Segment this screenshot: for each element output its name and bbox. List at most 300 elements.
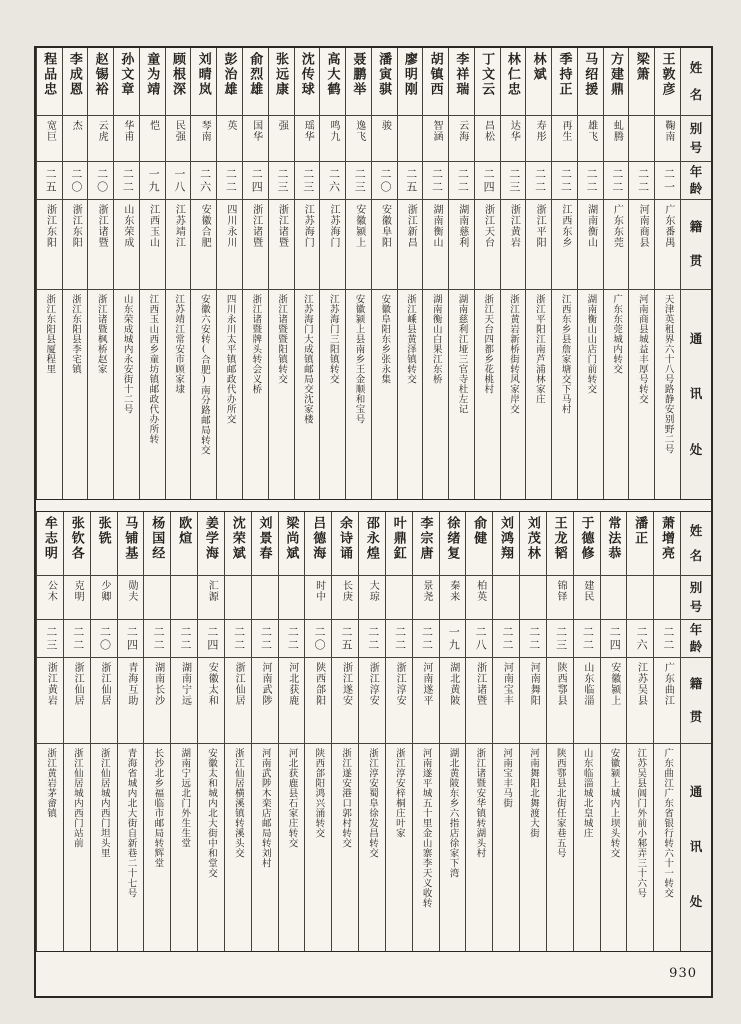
- alias-text: 恺: [147, 120, 159, 131]
- cell-alias: [191, 116, 216, 162]
- row-label-age: 年 龄: [681, 620, 711, 658]
- native-text: 江苏海门: [302, 204, 314, 248]
- cell-name: [386, 512, 412, 576]
- cell-name: [493, 512, 519, 576]
- address-text: 江西玉山西乡童坊镇邮政代办所转: [147, 294, 158, 444]
- cell-alias: [475, 116, 500, 162]
- cell-alias: [655, 116, 680, 162]
- page-number: 930: [669, 966, 697, 981]
- cell-alias: [64, 576, 90, 620]
- cell-age: [654, 620, 680, 658]
- cell-native: [118, 658, 144, 744]
- alias-text: 秦来: [447, 580, 459, 602]
- cell-name: [604, 48, 629, 116]
- address-text: 浙江仙居城内西门站前: [71, 748, 82, 848]
- cell-name: [305, 512, 331, 576]
- native-text: 浙江平阳: [534, 204, 546, 248]
- age-text: 二二: [71, 625, 84, 652]
- cell-age: [520, 620, 546, 658]
- cell-age: [64, 620, 90, 658]
- alias-text: 大琼: [367, 580, 379, 602]
- name-text: 俞烈雄: [248, 52, 264, 97]
- address-text: 安徽太和城内北大街中和堂交: [206, 748, 217, 878]
- alias-text: 景尧: [420, 580, 432, 602]
- age-text: 二三: [44, 625, 57, 652]
- name-text: 赵锡裕: [93, 52, 109, 97]
- name-text: 欧煊: [177, 516, 193, 546]
- cell-alias: [91, 576, 117, 620]
- native-text: 浙江仙居: [98, 662, 110, 706]
- cell-name: [320, 48, 345, 116]
- age-text: 二二: [179, 625, 191, 652]
- cell-alias: [398, 116, 423, 162]
- address-text: 浙江诸暨牌头转会义桥: [250, 294, 261, 394]
- age-text: 二三: [275, 167, 288, 194]
- cell-address: [493, 744, 519, 951]
- cell-name: [171, 512, 197, 576]
- native-text: 浙江诸暨: [96, 204, 108, 248]
- cell-address: [372, 290, 397, 499]
- address-text: 湖南衡山白果江东桥: [430, 294, 441, 384]
- age-text: 二二: [585, 167, 598, 194]
- native-text: 江西东乡: [559, 204, 571, 248]
- age-text: 二一: [662, 167, 675, 194]
- cell-name: [243, 48, 268, 116]
- cell-age: [475, 162, 500, 200]
- address-text: 陕西鄠县北街任家巷五号: [554, 748, 565, 858]
- age-text: 二〇: [95, 167, 108, 194]
- age-text: 二二: [430, 167, 443, 194]
- cell-alias: [423, 116, 448, 162]
- age-text: 二二: [152, 625, 165, 652]
- cell-name: [520, 512, 546, 576]
- cell-age: [305, 620, 331, 658]
- cell-age: [386, 620, 412, 658]
- address-text: 陕西郃阳鸿兴涌转交: [313, 748, 324, 838]
- cell-address: [655, 290, 680, 499]
- person-column: [216, 48, 242, 499]
- native-text: 山东荣成: [121, 204, 133, 248]
- cell-native: [440, 658, 466, 744]
- address-text: 浙江黄岩茅畲镇: [45, 748, 56, 818]
- age-text: 二四: [250, 167, 263, 194]
- age-text: 二四: [608, 625, 621, 652]
- person-column: [294, 48, 320, 499]
- cell-alias: [440, 576, 466, 620]
- age-text: 二二: [366, 625, 379, 652]
- person-column: [412, 512, 439, 951]
- age-text: 二三: [554, 625, 567, 652]
- age-text: 二六: [327, 167, 340, 194]
- cell-native: [252, 658, 278, 744]
- native-text: 陕西鄠县: [555, 662, 567, 706]
- native-text: 河南宝丰: [501, 662, 513, 706]
- native-text: 广东番禺: [662, 204, 674, 248]
- cell-address: [252, 744, 278, 951]
- cell-native: [386, 658, 412, 744]
- person-column: [36, 48, 62, 499]
- cell-native: [604, 200, 629, 290]
- row-label-name: 姓 名: [681, 48, 711, 116]
- name-text: 马铺基: [123, 516, 139, 561]
- cell-alias: [217, 116, 242, 162]
- age-text: 一九: [447, 625, 460, 652]
- age-text: 二二: [636, 167, 649, 194]
- alias-text: 长庚: [340, 580, 352, 602]
- cell-age: [398, 162, 423, 200]
- cell-native: [547, 658, 573, 744]
- native-text: 浙江淳安: [394, 662, 406, 706]
- name-text: 姜学海: [203, 516, 219, 561]
- alias-text: 鞠南: [662, 120, 674, 142]
- cell-alias: [627, 576, 653, 620]
- native-text: 安徽合肥: [199, 204, 211, 248]
- address-text: 浙江诸暨枫桥赵家: [95, 294, 106, 374]
- cell-age: [372, 162, 397, 200]
- alias-text: 少卿: [98, 580, 110, 602]
- cell-name: [140, 48, 165, 116]
- address-text: 安徽阜阳东乡张永集: [379, 294, 390, 384]
- age-text: 二三: [507, 167, 520, 194]
- cell-alias: [88, 116, 113, 162]
- alias-text: 达华: [508, 120, 520, 142]
- native-text: 湖南衡山: [431, 204, 443, 248]
- cell-name: [114, 48, 139, 116]
- person-column: [519, 512, 546, 951]
- person-column: [525, 48, 551, 499]
- alias-text: 再生: [559, 120, 571, 142]
- address-text: 江苏海门三阳镇转交: [327, 294, 338, 384]
- age-text: 二〇: [69, 167, 82, 194]
- alias-text: 宽巨: [44, 120, 56, 142]
- person-column: [113, 48, 139, 499]
- person-column: [251, 512, 278, 951]
- cell-age: [37, 162, 62, 200]
- address-text: 浙江淳安蜀阜徐发昌转交: [367, 748, 377, 858]
- name-text: 聂鹏举: [351, 52, 367, 97]
- cell-age: [501, 162, 526, 200]
- alias-text: 公木: [45, 580, 57, 602]
- cell-address: [398, 290, 423, 499]
- address-text: 浙江东阳县李宅镇: [70, 294, 81, 374]
- address-text: 浙江黄岩新桥街转风家岸交: [508, 294, 519, 414]
- cell-native: [225, 658, 251, 744]
- name-text: 萧增亮: [659, 516, 675, 561]
- cell-address: [198, 744, 224, 951]
- cell-native: [526, 200, 551, 290]
- cell-native: [305, 658, 331, 744]
- person-column: [474, 48, 500, 499]
- name-text: 顾根深: [170, 52, 186, 97]
- cell-name: [37, 512, 63, 576]
- age-text: 二二: [259, 625, 272, 652]
- cell-address: [166, 290, 191, 499]
- cell-alias: [574, 576, 600, 620]
- cell-address: [423, 290, 448, 499]
- alias-text: 民强: [173, 120, 185, 142]
- cell-name: [547, 512, 573, 576]
- native-text: 湖南长沙: [152, 662, 164, 706]
- cell-native: [279, 658, 305, 744]
- cell-address: [604, 290, 629, 499]
- cell-address: [501, 290, 526, 499]
- native-text: 陕西郃阳: [313, 662, 325, 706]
- cell-alias: [359, 576, 385, 620]
- cell-name: [118, 512, 144, 576]
- cell-address: [64, 744, 90, 951]
- cell-age: [449, 162, 474, 200]
- name-text: 李祥瑞: [454, 52, 470, 97]
- name-text: 邵永煌: [364, 516, 380, 561]
- alias-text: 英: [224, 120, 236, 131]
- cell-age: [37, 620, 63, 658]
- address-text: 湖北黄陂东乡六指店徐家下湾: [447, 748, 458, 878]
- cell-name: [574, 512, 600, 576]
- cell-name: [372, 48, 397, 116]
- address-text: 广东东莞城内转交: [611, 294, 622, 374]
- row-label-native: 籍 贯: [681, 658, 711, 744]
- cell-age: [171, 620, 197, 658]
- cell-age: [225, 620, 251, 658]
- age-text: 二〇: [379, 167, 392, 194]
- cell-name: [475, 48, 500, 116]
- cell-alias: [601, 576, 627, 620]
- row-label-alias: 别 号: [681, 576, 711, 620]
- cell-address: [243, 290, 268, 499]
- address-text: 安徽六安转(合肥)南分路邮局转交: [198, 294, 209, 455]
- cell-address: [118, 744, 144, 951]
- age-text: 二〇: [313, 625, 326, 652]
- age-text: 二二: [661, 625, 674, 652]
- person-column: [371, 48, 397, 499]
- cell-native: [372, 200, 397, 290]
- person-column: [422, 48, 448, 499]
- cell-alias: [466, 576, 492, 620]
- person-column: [62, 48, 88, 499]
- cell-name: [526, 48, 551, 116]
- native-text: 浙江东阳: [70, 204, 82, 248]
- address-text: 浙江遂安港口郭村转交: [340, 748, 351, 848]
- person-column: [87, 48, 113, 499]
- address-text: 浙江仙居城内西门坦头里: [98, 748, 109, 858]
- cell-name: [359, 512, 385, 576]
- cell-age: [118, 620, 144, 658]
- cell-alias: [295, 116, 320, 162]
- cell-name: [398, 48, 423, 116]
- cell-age: [140, 162, 165, 200]
- person-column: [603, 48, 629, 499]
- cell-address: [37, 290, 62, 499]
- name-text: 程品忠: [42, 52, 58, 97]
- cell-native: [475, 200, 500, 290]
- age-text: 二四: [482, 167, 495, 194]
- address-text: 广东曲江广东省银行转六十一转交: [662, 748, 673, 898]
- address-text: 河南宝丰马街: [501, 748, 512, 808]
- cell-native: [398, 200, 423, 290]
- alias-text: 华甫: [121, 120, 133, 142]
- cell-age: [493, 620, 519, 658]
- name-text: 林斌: [531, 52, 547, 82]
- cell-name: [629, 48, 654, 116]
- alias-text: 强: [276, 120, 288, 131]
- age-text: 二二: [393, 625, 406, 652]
- cell-alias: [552, 116, 577, 162]
- cell-native: [171, 658, 197, 744]
- name-text: 廖明刚: [402, 52, 418, 97]
- cell-alias: [198, 576, 224, 620]
- cell-age: [346, 162, 371, 200]
- cell-alias: [526, 116, 551, 162]
- cell-native: [295, 200, 320, 290]
- cell-alias: [171, 576, 197, 620]
- name-text: 沈传球: [299, 52, 315, 97]
- age-text: 二二: [581, 625, 594, 652]
- native-text: 湖北黄陂: [447, 662, 459, 706]
- cell-native: [64, 658, 90, 744]
- row-label-name: 姓 名: [681, 512, 711, 576]
- person-column: [492, 512, 519, 951]
- person-column: [551, 48, 577, 499]
- name-text: 张钦各: [69, 516, 85, 561]
- address-text: 山东临淄城北皇城庄: [581, 748, 592, 838]
- cell-address: [140, 290, 165, 499]
- cell-alias: [225, 576, 251, 620]
- address-text: 湖南宁远北门外生生堂: [179, 748, 190, 848]
- address-text: 河南武陟木栾店邮局转刘村: [259, 748, 270, 868]
- person-column: [242, 48, 268, 499]
- name-text: 常法恭: [606, 516, 622, 561]
- native-text: 江苏吴县: [635, 662, 647, 706]
- cell-address: [37, 744, 63, 951]
- cell-native: [332, 658, 358, 744]
- name-text: 刘景春: [257, 516, 273, 561]
- cell-name: [63, 48, 88, 116]
- cell-address: [359, 744, 385, 951]
- native-text: 浙江遂安: [340, 662, 352, 706]
- person-column: [654, 48, 680, 499]
- cell-address: [269, 290, 294, 499]
- name-text: 于德修: [579, 516, 595, 561]
- alias-text: 汇源: [206, 580, 218, 602]
- address-text: 湖南慈利江垭三官寺杜左记: [456, 294, 467, 414]
- person-column: [626, 512, 653, 951]
- cell-name: [552, 48, 577, 116]
- native-text: 浙江仙居: [233, 662, 245, 706]
- cell-name: [449, 48, 474, 116]
- cell-name: [578, 48, 603, 116]
- address-text: 浙江诸暨暨阳镇转交: [276, 294, 287, 384]
- cell-alias: [604, 116, 629, 162]
- row-label-address: 通 讯 处: [689, 331, 703, 457]
- address-text: 江苏靖江常安市顾家埭: [173, 294, 184, 394]
- age-text: 二〇: [98, 625, 111, 652]
- cell-name: [91, 512, 117, 576]
- address-text: 浙江东阳县厦程里: [44, 294, 55, 374]
- name-text: 梁尚斌: [284, 516, 300, 561]
- cell-native: [166, 200, 191, 290]
- cell-alias: [114, 116, 139, 162]
- age-text: 二二: [610, 167, 623, 194]
- address-text: 河南遂平城五十里金山寨李天义收转: [420, 748, 431, 908]
- address-text: 江苏海门大成镇邮局交沈家楼: [301, 294, 312, 424]
- cell-name: [269, 48, 294, 116]
- alias-text: 云虎: [96, 120, 108, 142]
- cell-alias: [144, 576, 170, 620]
- cell-native: [501, 200, 526, 290]
- native-text: 广东曲江: [662, 662, 674, 706]
- cell-name: [655, 48, 680, 116]
- native-text: 浙江淳安: [367, 662, 379, 706]
- native-text: 湖南衡山: [585, 204, 597, 248]
- cell-alias: [37, 576, 63, 620]
- person-column: [36, 512, 63, 951]
- directory-table-top: [35, 47, 712, 500]
- native-text: 湖南宁远: [179, 662, 191, 706]
- cell-address: [225, 744, 251, 951]
- address-text: 浙江天台四都乡花桃村: [482, 294, 493, 394]
- native-text: 浙江仙居: [72, 662, 84, 706]
- cell-native: [654, 658, 680, 744]
- cell-native: [449, 200, 474, 290]
- cell-native: [140, 200, 165, 290]
- person-column: [385, 512, 412, 951]
- alias-text: 虬腾: [611, 120, 623, 142]
- person-column: [600, 512, 627, 951]
- cell-alias: [332, 576, 358, 620]
- cell-age: [629, 162, 654, 200]
- cell-address: [386, 744, 412, 951]
- native-text: 江西玉山: [147, 204, 159, 248]
- age-text: 一八: [172, 167, 185, 194]
- row-label-native: 籍 贯: [681, 200, 711, 290]
- native-text: 河北获鹿: [286, 662, 298, 706]
- native-text: 浙江诸暨: [250, 204, 262, 248]
- cell-alias: [372, 116, 397, 162]
- cell-alias: [252, 576, 278, 620]
- cell-name: [501, 48, 526, 116]
- cell-age: [191, 162, 216, 200]
- cell-name: [413, 512, 439, 576]
- cell-name: [37, 48, 62, 116]
- age-text: 二三: [301, 167, 314, 194]
- cell-name: [217, 48, 242, 116]
- cell-address: [520, 744, 546, 951]
- alias-text: 骏: [379, 120, 391, 131]
- cell-native: [520, 658, 546, 744]
- cell-alias: [578, 116, 603, 162]
- cell-alias: [243, 116, 268, 162]
- cell-native: [243, 200, 268, 290]
- cell-address: [475, 290, 500, 499]
- cell-age: [578, 162, 603, 200]
- name-text: 彭治雄: [222, 52, 238, 97]
- name-text: 梁箫: [634, 52, 650, 82]
- person-column: [170, 512, 197, 951]
- person-column: [628, 48, 654, 499]
- age-text: 二三: [353, 167, 366, 194]
- cell-address: [526, 290, 551, 499]
- name-text: 余诗诵: [338, 516, 354, 561]
- cell-alias: [413, 576, 439, 620]
- cell-native: [574, 658, 600, 744]
- address-text: 浙江平阳江南芦浦林家庄: [533, 294, 544, 404]
- cell-address: [91, 744, 117, 951]
- address-text: 安徽颍上县南乡王金顺和宝号: [353, 294, 364, 424]
- cell-name: [252, 512, 278, 576]
- cell-native: [191, 200, 216, 290]
- cell-age: [166, 162, 191, 200]
- cell-age: [574, 620, 600, 658]
